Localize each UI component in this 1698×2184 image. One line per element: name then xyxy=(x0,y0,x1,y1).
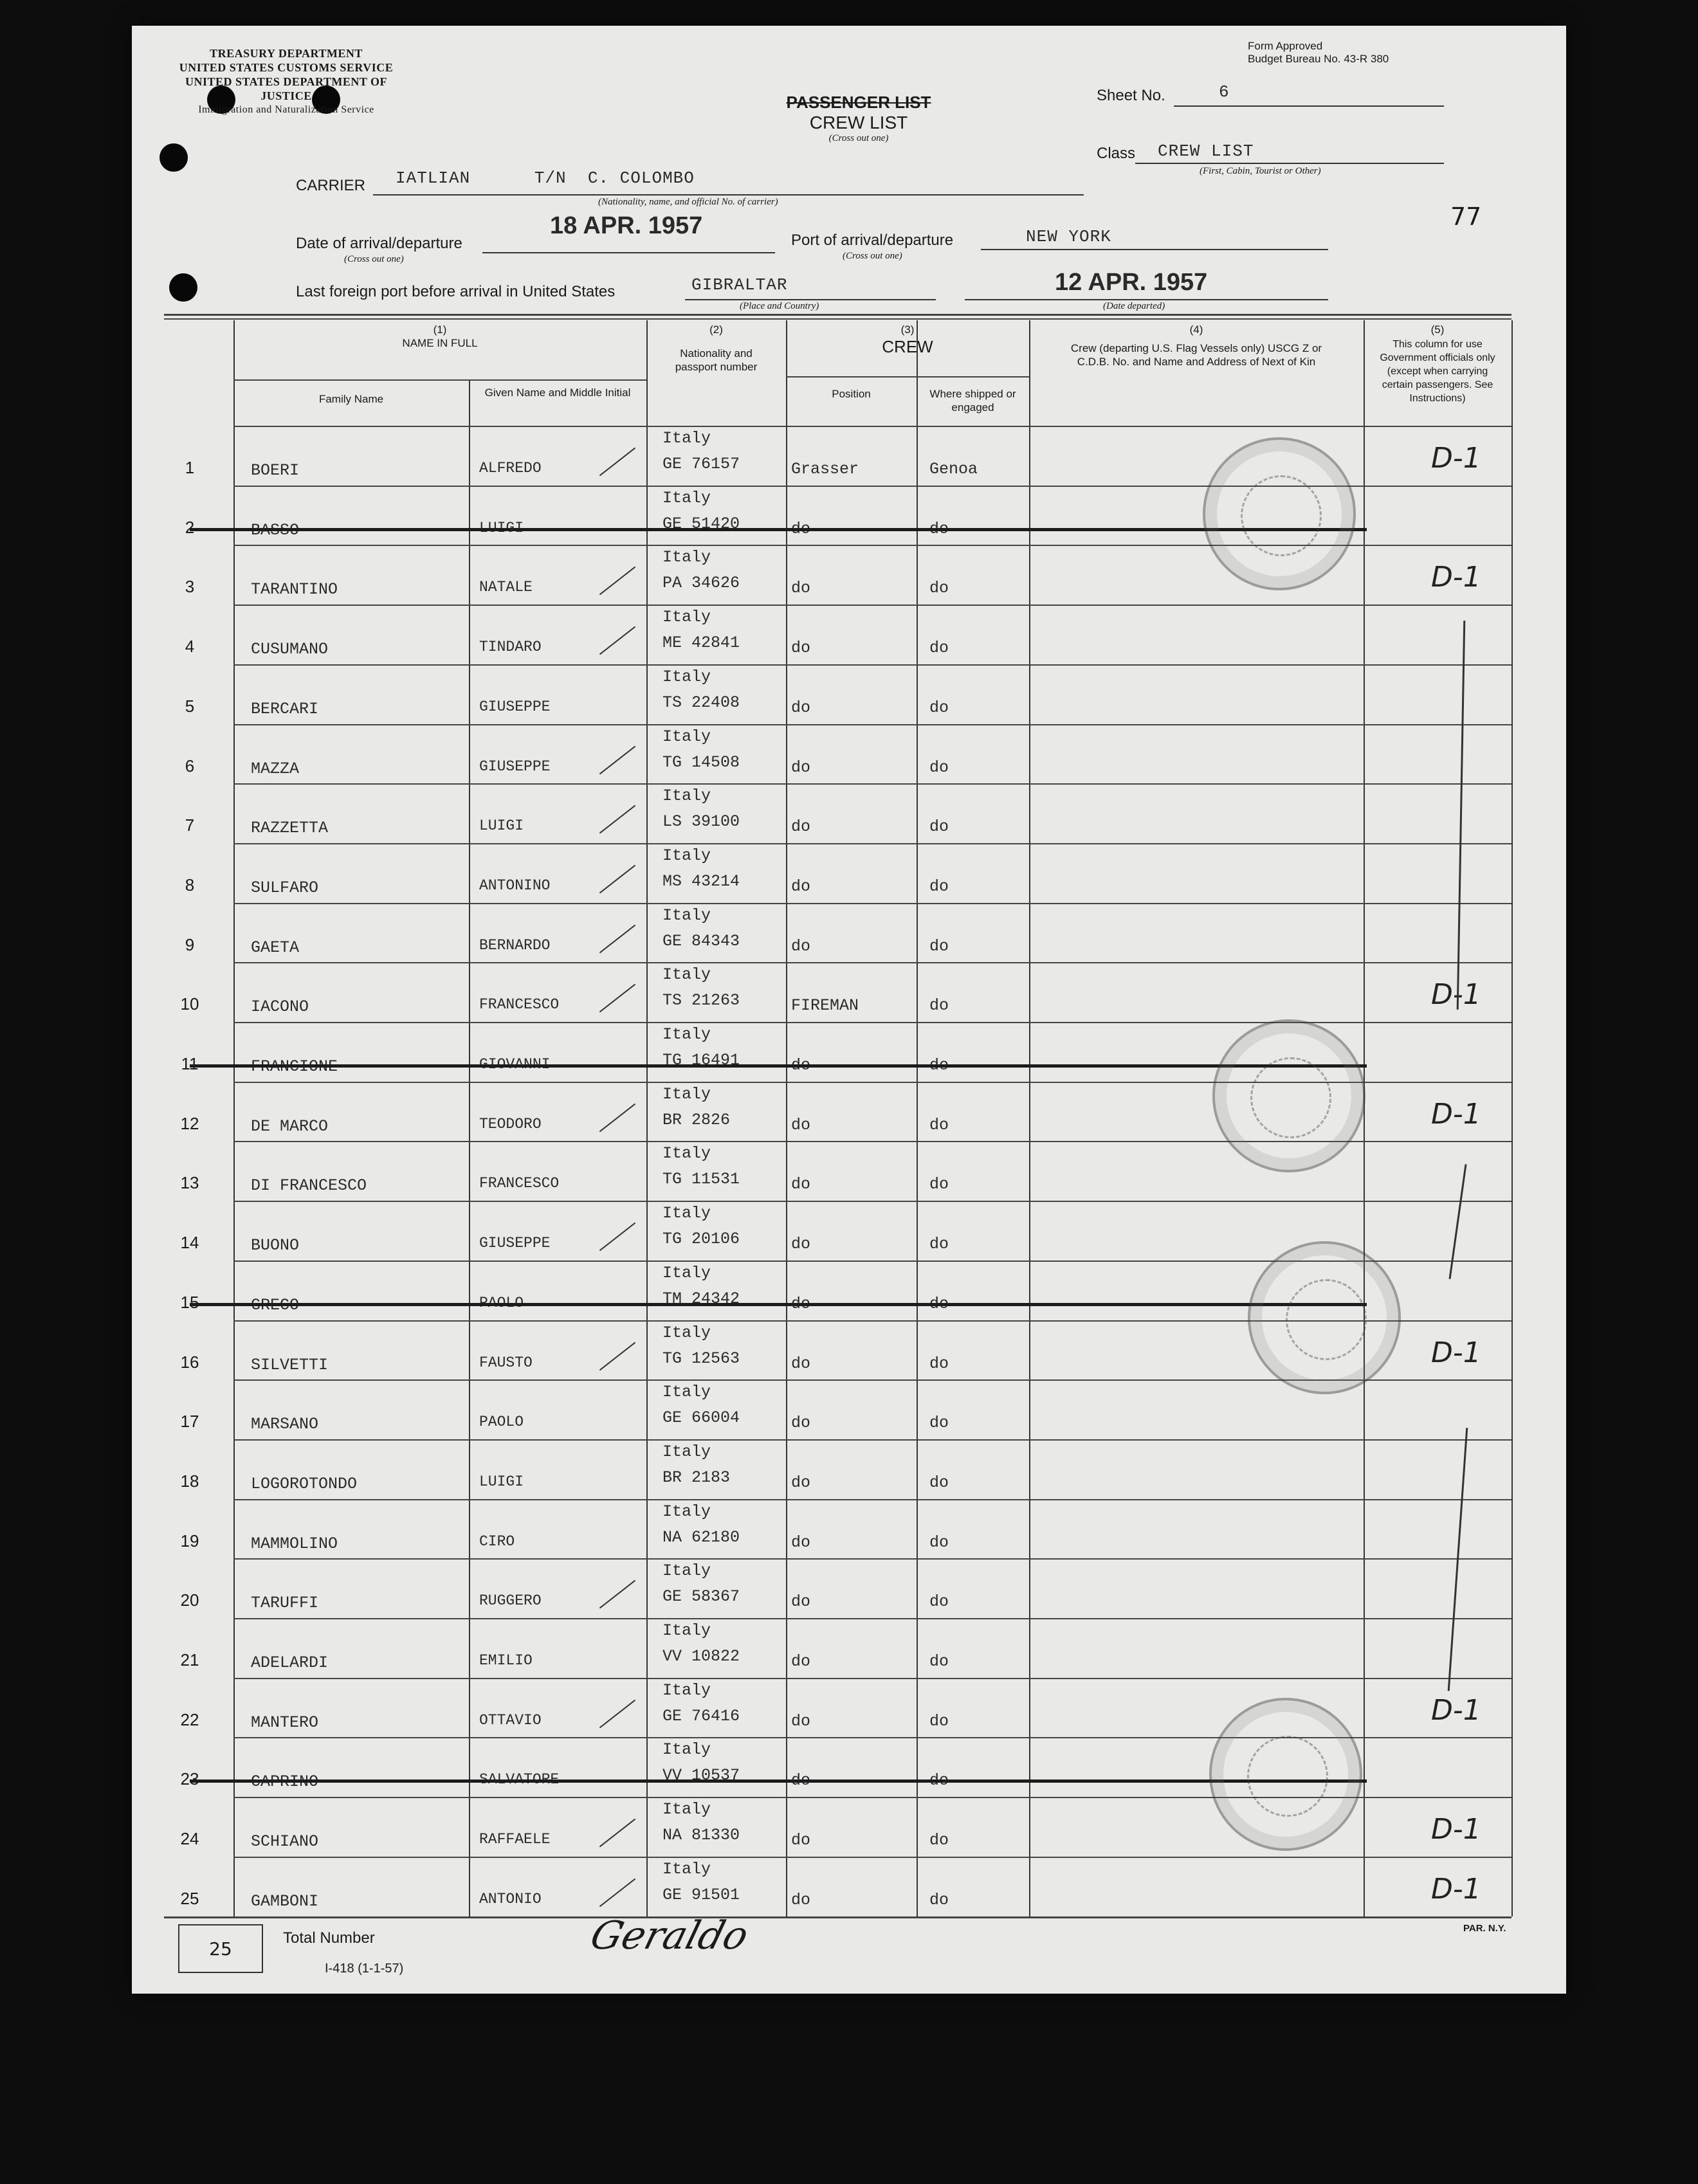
check-tick xyxy=(599,1103,635,1132)
crew-position: do xyxy=(791,579,811,598)
nationality: Italy xyxy=(662,429,711,448)
crew-position: do xyxy=(791,1115,811,1134)
row-divider xyxy=(233,1618,1511,1619)
row-divider xyxy=(233,1678,1511,1679)
port-cross-note: (Cross out one) xyxy=(843,251,902,261)
nationality: Italy xyxy=(662,1383,711,1402)
family-name: ADELARDI xyxy=(251,1653,329,1672)
passport-number: ME 42841 xyxy=(662,633,740,653)
departed-note: (Date departed) xyxy=(1103,301,1165,311)
official-signature: Geraldo xyxy=(585,1913,754,1958)
official-mark: D-1 xyxy=(1431,1872,1481,1906)
passport-number: TS 22408 xyxy=(662,693,740,712)
crew-position: do xyxy=(791,877,811,896)
where-shipped: do xyxy=(929,698,949,717)
dept-line: UNITED STATES DEPARTMENT OF JUSTICE xyxy=(185,75,388,102)
crew-position: FIREMAN xyxy=(791,996,859,1015)
family-name: BUONO xyxy=(251,1236,300,1255)
given-name: PAOLO xyxy=(479,1294,524,1311)
passport-number: PA 34626 xyxy=(662,574,740,593)
col5-header: (5) This column for use Government officials only (except when carrying certain passengers. See Instructions) xyxy=(1380,323,1495,404)
budget-number: Budget Bureau No. 43-R 380 xyxy=(1248,53,1389,65)
row-divider xyxy=(233,783,1511,785)
row-number: 3 xyxy=(185,577,195,597)
strike-through-line xyxy=(190,1779,1367,1783)
total-value: 25 xyxy=(209,1938,232,1960)
strike-through-line xyxy=(190,528,1367,531)
row-number: 25 xyxy=(180,1888,199,1908)
class-note: (First, Cabin, Tourist or Other) xyxy=(1200,166,1321,176)
check-tick xyxy=(599,1878,635,1907)
nationality: Italy xyxy=(662,1859,711,1879)
row-divider xyxy=(233,1201,1511,1202)
official-mark: D-1 xyxy=(1431,442,1481,475)
check-tick xyxy=(599,1342,635,1370)
crew-table xyxy=(132,26,1566,1994)
passport-number: TM 24342 xyxy=(662,1289,740,1308)
family-name: CUSUMANO xyxy=(251,640,329,659)
family-name: GAETA xyxy=(251,938,300,957)
crew-position: do xyxy=(791,639,811,658)
given-name: SALVATORE xyxy=(479,1771,560,1788)
nationality: Italy xyxy=(662,667,711,686)
family-name: CAPRINO xyxy=(251,1772,319,1792)
place-note: (Place and Country) xyxy=(740,301,819,311)
where-shipped: do xyxy=(929,1890,949,1909)
where-shipped: do xyxy=(929,877,949,896)
nationality: Italy xyxy=(662,1204,711,1223)
check-tick xyxy=(599,1819,635,1848)
nationality: Italy xyxy=(662,1561,711,1581)
given-name: GIUSEPPE xyxy=(479,758,551,775)
row-number: 4 xyxy=(185,637,195,657)
position-header: Position xyxy=(832,388,871,400)
family-name: SILVETTI xyxy=(251,1355,329,1374)
crew-position: do xyxy=(791,1414,811,1433)
family-name: TARUFFI xyxy=(251,1594,319,1613)
where-shipped: do xyxy=(929,1652,949,1671)
passport-number: GE 58367 xyxy=(662,1587,740,1606)
nationality: Italy xyxy=(662,548,711,567)
row-number: 12 xyxy=(180,1113,199,1133)
given-name: GIUSEPPE xyxy=(479,698,551,715)
where-shipped: do xyxy=(929,1294,949,1313)
row-number: 18 xyxy=(180,1471,199,1491)
where-shipped: do xyxy=(929,639,949,658)
nationality: Italy xyxy=(662,905,711,925)
where-shipped: do xyxy=(929,936,949,956)
strike-through-line xyxy=(190,1064,1367,1068)
where-shipped: do xyxy=(929,1175,949,1194)
class-label: Class xyxy=(1097,145,1136,162)
crew-position: do xyxy=(791,1592,811,1612)
passport-number: TG 11531 xyxy=(662,1170,740,1189)
row-divider xyxy=(233,962,1511,963)
given-name: NATALE xyxy=(479,579,533,596)
dept-line: UNITED STATES CUSTOMS SERVICE xyxy=(179,61,394,74)
family-name: GRECO xyxy=(251,1295,300,1315)
row-number: 16 xyxy=(180,1352,199,1372)
passenger-list-struck: PASSENGER LIST xyxy=(786,93,931,112)
where-shipped: do xyxy=(929,1056,949,1075)
crew-position: do xyxy=(791,1294,811,1313)
arrival-date: 18 APR. 1957 xyxy=(550,212,703,239)
passport-number: LS 39100 xyxy=(662,812,740,832)
port-label: Port of arrival/departure xyxy=(791,232,954,249)
row-number: 13 xyxy=(180,1173,199,1193)
crew-position: do xyxy=(791,936,811,956)
family-name: SULFARO xyxy=(251,878,319,897)
official-mark: D-1 xyxy=(1431,978,1481,1012)
row-divider xyxy=(233,1916,1511,1918)
page-number: 77 xyxy=(1450,203,1482,231)
total-box xyxy=(178,1924,263,1973)
sheet-value: 6 xyxy=(1219,82,1230,102)
crew-position: do xyxy=(791,1354,811,1373)
given-name: RAFFAELE xyxy=(479,1831,551,1848)
where-shipped: do xyxy=(929,579,949,598)
form-approved-text: Form Approved xyxy=(1248,40,1323,52)
passport-number: GE 91501 xyxy=(662,1885,740,1904)
total-label: Total Number xyxy=(283,1929,375,1947)
nationality: Italy xyxy=(662,846,711,865)
given-name: PAOLO xyxy=(479,1414,524,1431)
check-tick xyxy=(599,1580,635,1609)
row-number: 6 xyxy=(185,756,195,776)
where-shipped: do xyxy=(929,1414,949,1433)
where-shipped: do xyxy=(929,817,949,837)
family-name: TARANTINO xyxy=(251,580,338,599)
strike-through-line xyxy=(190,1303,1367,1306)
carrier-value: IATLIAN T/N C. COLOMBO xyxy=(396,168,695,188)
family-name: DI FRANCESCO xyxy=(251,1176,367,1196)
cross-out-note: (Cross out one) xyxy=(828,133,889,143)
sheet-label: Sheet No. xyxy=(1097,87,1165,104)
official-mark: D-1 xyxy=(1431,1097,1481,1131)
row-number: 22 xyxy=(180,1709,199,1729)
col4-header: (4) Crew (departing U.S. Flag Vessels only) USCG Z or C.D.B. No. and Name and Address of Next of Kin xyxy=(1070,323,1322,368)
passport-number: GE 51420 xyxy=(662,514,740,533)
official-mark: D-1 xyxy=(1431,1693,1481,1727)
passport-number: NA 62180 xyxy=(662,1527,740,1547)
family-name: MAZZA xyxy=(251,759,300,778)
family-name: BOERI xyxy=(251,461,300,480)
check-tick xyxy=(599,448,635,477)
check-tick xyxy=(599,805,635,834)
where-shipped: do xyxy=(929,1592,949,1612)
where-shipped: do xyxy=(929,1533,949,1552)
nationality: Italy xyxy=(662,488,711,507)
family-name: BASSO xyxy=(251,520,300,540)
given-name-header: Given Name and Middle Initial xyxy=(484,387,631,399)
check-tick xyxy=(599,1223,635,1251)
family-name: MAMMOLINO xyxy=(251,1534,338,1553)
given-name: ANTONIO xyxy=(479,1890,542,1907)
carrier-label: CARRIER xyxy=(296,177,366,194)
row-number: 5 xyxy=(185,696,195,716)
row-divider xyxy=(233,724,1511,725)
row-number: 8 xyxy=(185,875,195,895)
official-mark: D-1 xyxy=(1431,561,1481,594)
passport-number: NA 81330 xyxy=(662,1826,740,1845)
given-name: FAUSTO xyxy=(479,1354,533,1371)
row-divider xyxy=(233,1439,1511,1441)
row-number: 11 xyxy=(181,1054,199,1073)
passport-number: GE 76157 xyxy=(662,455,740,473)
nationality: Italy xyxy=(662,608,711,627)
row-number: 9 xyxy=(185,934,195,954)
given-name: LUIGI xyxy=(479,817,524,835)
check-tick xyxy=(599,865,635,894)
row-number: 17 xyxy=(180,1412,199,1432)
family-name: DE MARCO xyxy=(251,1116,329,1136)
where-shipped: do xyxy=(929,1771,949,1790)
shipped-header: Where shipped or engaged xyxy=(929,388,1016,414)
row-number: 2 xyxy=(185,517,195,537)
row-number: 15 xyxy=(180,1292,199,1312)
dept-line: TREASURY DEPARTMENT xyxy=(210,47,363,60)
given-name: GIOVANNI xyxy=(479,1056,551,1073)
consulate-seal xyxy=(1209,1698,1362,1851)
given-name: LUIGI xyxy=(479,1473,524,1490)
nationality: Italy xyxy=(662,1144,711,1163)
passport-number: TS 21263 xyxy=(662,991,740,1010)
nationality: Italy xyxy=(662,1025,711,1044)
crew-position: do xyxy=(791,1652,811,1671)
crew-position: do xyxy=(791,1175,811,1194)
crew-position: do xyxy=(791,698,811,717)
nationality: Italy xyxy=(662,1323,711,1342)
col3-header: (3) CREW xyxy=(882,323,933,356)
crew-position: Grasser xyxy=(791,460,859,478)
passport-number: MS 43214 xyxy=(662,871,740,891)
row-divider xyxy=(233,1022,1511,1023)
nationality: Italy xyxy=(662,1800,711,1819)
where-shipped: do xyxy=(929,519,949,538)
row-number: 24 xyxy=(180,1829,199,1849)
nationality: Italy xyxy=(662,965,711,985)
family-name: MANTERO xyxy=(251,1713,319,1732)
crew-position: do xyxy=(791,1473,811,1492)
printer-mark: PAR. N.Y. xyxy=(1463,1923,1506,1934)
last-port-value: GIBRALTAR xyxy=(691,275,788,295)
consulate-seal xyxy=(1203,437,1356,590)
where-shipped: do xyxy=(929,758,949,777)
dept-line: Immigration and Naturalization Service xyxy=(198,104,374,115)
crew-position: do xyxy=(791,1235,811,1254)
passport-number: TG 20106 xyxy=(662,1230,740,1249)
consulate-seal xyxy=(1248,1241,1401,1394)
passport-number: TG 14508 xyxy=(662,752,740,772)
where-shipped: do xyxy=(929,1354,949,1373)
row-number: 10 xyxy=(180,994,199,1014)
where-shipped: do xyxy=(929,1235,949,1254)
nationality: Italy xyxy=(662,1084,711,1104)
nationality: Italy xyxy=(662,727,711,746)
passport-number: GE 66004 xyxy=(662,1408,740,1428)
check-tick xyxy=(599,567,635,596)
row-divider xyxy=(233,843,1511,844)
row-divider xyxy=(233,1558,1511,1560)
arrival-label: Date of arrival/departure xyxy=(296,235,462,252)
passport-number: VV 10822 xyxy=(662,1647,740,1666)
row-divider xyxy=(233,1499,1511,1500)
passport-number: TG 12563 xyxy=(662,1349,740,1368)
nationality: Italy xyxy=(662,1502,711,1521)
crew-position: do xyxy=(791,1533,811,1552)
family-name: FRANCIONE xyxy=(251,1057,338,1076)
check-tick xyxy=(599,1699,635,1728)
official-mark: D-1 xyxy=(1431,1813,1481,1846)
row-divider xyxy=(233,903,1511,904)
nationality: Italy xyxy=(662,1740,711,1760)
col2-header: (2) Nationality and passport number xyxy=(675,323,758,373)
row-number: 7 xyxy=(185,815,195,835)
crew-position: do xyxy=(791,1056,811,1075)
col1-header: (1) NAME IN FULL xyxy=(402,323,478,349)
passport-number: BR 2826 xyxy=(662,1110,731,1129)
given-name: TINDARO xyxy=(479,639,542,656)
crew-position: do xyxy=(791,519,811,538)
port-value: NEW YORK xyxy=(1026,227,1111,246)
row-number: 23 xyxy=(180,1769,199,1789)
family-name: RAZZETTA xyxy=(251,819,329,838)
row-number: 20 xyxy=(180,1590,199,1610)
where-shipped: do xyxy=(929,1115,949,1134)
check-tick xyxy=(599,745,635,774)
given-name: LUIGI xyxy=(479,519,524,536)
form-number: I-418 (1-1-57) xyxy=(325,1961,404,1976)
row-divider xyxy=(233,1857,1511,1858)
family-name: MARSANO xyxy=(251,1415,319,1434)
given-name: OTTAVIO xyxy=(479,1711,542,1729)
passport-number: BR 2183 xyxy=(662,1468,731,1487)
consulate-seal xyxy=(1212,1019,1365,1172)
crew-position: do xyxy=(791,817,811,837)
where-shipped: do xyxy=(929,1711,949,1731)
passport-number: GE 84343 xyxy=(662,931,740,951)
crew-position: do xyxy=(791,758,811,777)
class-value: CREW LIST xyxy=(1158,141,1254,161)
nationality: Italy xyxy=(662,1680,711,1700)
where-shipped: do xyxy=(929,996,949,1015)
passport-number: TG 16491 xyxy=(662,1051,740,1069)
family-name-header: Family Name xyxy=(318,393,384,405)
official-mark: D-1 xyxy=(1431,1336,1481,1369)
family-name: SCHIANO xyxy=(251,1832,319,1852)
crew-position: do xyxy=(791,1831,811,1850)
family-name: LOGOROTONDO xyxy=(251,1474,358,1493)
crew-position: do xyxy=(791,1711,811,1731)
given-name: CIRO xyxy=(479,1533,515,1550)
row-number: 21 xyxy=(180,1650,199,1670)
nationality: Italy xyxy=(662,787,711,806)
check-tick xyxy=(599,924,635,953)
given-name: RUGGERO xyxy=(479,1592,542,1610)
carrier-note: (Nationality, name, and official No. of carrier) xyxy=(598,197,778,207)
given-name: BERNARDO xyxy=(479,936,551,954)
family-name: BERCARI xyxy=(251,699,319,718)
nationality: Italy xyxy=(662,1442,711,1461)
arrival-cross-note: (Cross out one) xyxy=(344,254,404,264)
given-name: FRANCESCO xyxy=(479,996,560,1014)
passport-number: GE 76416 xyxy=(662,1706,740,1725)
row-number: 1 xyxy=(185,458,195,477)
row-divider xyxy=(233,605,1511,606)
departed-date: 12 APR. 1957 xyxy=(1055,269,1208,296)
nationality: Italy xyxy=(662,1263,711,1282)
row-divider xyxy=(233,664,1511,666)
given-name: ANTONINO xyxy=(479,877,551,894)
where-shipped: Genoa xyxy=(929,460,978,478)
given-name: GIUSEPPE xyxy=(479,1235,551,1252)
check-tick xyxy=(599,984,635,1013)
last-port-label: Last foreign port before arrival in United States xyxy=(296,283,616,300)
nationality: Italy xyxy=(662,1621,711,1640)
crew-position: do xyxy=(791,1890,811,1909)
family-name: GAMBONI xyxy=(251,1891,319,1911)
check-tick xyxy=(599,626,635,655)
where-shipped: do xyxy=(929,1831,949,1850)
passport-number: VV 10537 xyxy=(662,1766,740,1785)
family-name: IACONO xyxy=(251,997,309,1017)
row-number: 19 xyxy=(180,1531,199,1551)
row-number: 14 xyxy=(180,1233,199,1253)
crew-list-title: CREW LIST xyxy=(809,113,908,132)
given-name: FRANCESCO xyxy=(479,1175,560,1192)
crew-position: do xyxy=(791,1771,811,1790)
crew-list-form xyxy=(132,26,1566,1994)
given-name: ALFREDO xyxy=(479,460,542,477)
given-name: TEODORO xyxy=(479,1115,542,1133)
given-name: EMILIO xyxy=(479,1652,533,1669)
where-shipped: do xyxy=(929,1473,949,1492)
